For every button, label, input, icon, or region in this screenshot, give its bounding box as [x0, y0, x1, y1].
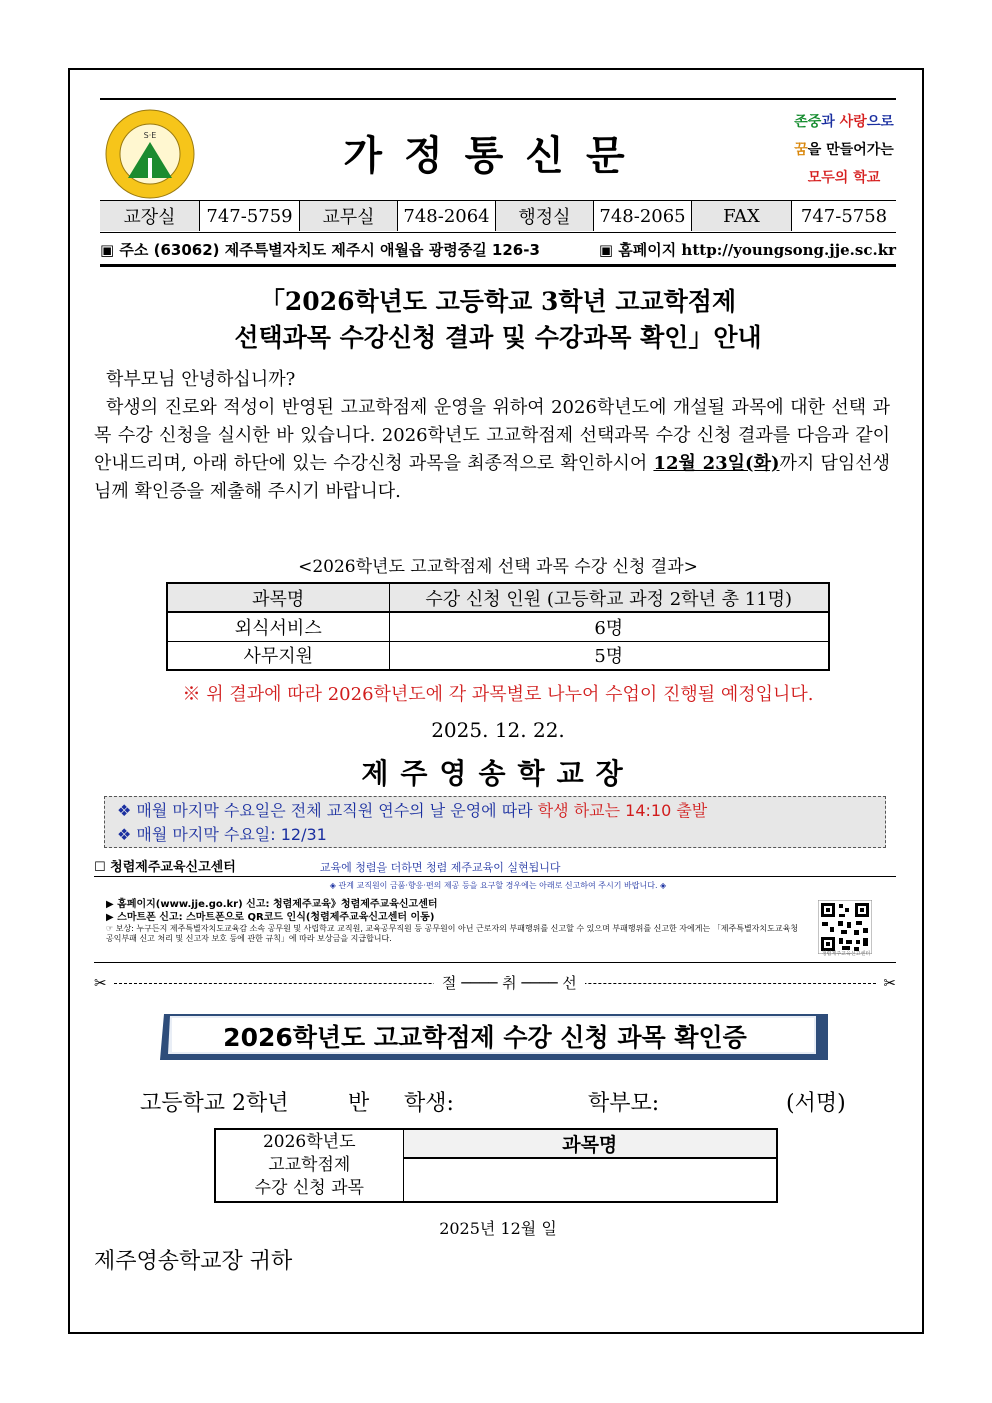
class-label: 고등학교 2학년	[140, 1091, 289, 1116]
report-homepage-line[interactable]: ▶ 홈페이지(www.jje.go.kr) 신고: 청렴제주교육》청렴제주교육신고센터	[106, 899, 438, 910]
school-motto	[792, 108, 896, 198]
report-reward-line: ☞ 보상: 누구든지 제주특별자치도교육감 소속 공무원 및 사립학교 교직원, 교육공무직원 등 공무원이 아닌 근로자의 부패행위를 신고할 수 있으며 부패행위를 신고한 자에게는 「제주특별자치도교육청 공익부패 신고 처리 및 신고자 보호 등에 관한 규칙」에 따라 보상금을 지급합니다.	[106, 924, 799, 943]
table-row	[167, 641, 829, 670]
signature-field[interactable]: (서명)	[786, 1091, 846, 1116]
contact-bar	[100, 201, 896, 231]
address-rule	[100, 264, 896, 267]
column-header-count: 수강 신청 인원 (고등학교 과정 2학년 총 11명)	[389, 583, 829, 612]
contact-phone: 748-2064	[398, 201, 496, 231]
motto-line-3: 모두의 학교	[807, 170, 881, 186]
notice-paragraph	[94, 394, 890, 506]
integrity-slogan: 교육에 청렴을 더하면 청렴 제주교육이 실현됩니다	[319, 861, 561, 874]
row-label-line: 고교학점제	[268, 1155, 351, 1175]
table-row	[215, 1129, 777, 1158]
contact-label: 교장실	[100, 201, 200, 231]
count-cell: 6명	[389, 612, 829, 641]
subject-entry-field[interactable]	[403, 1158, 777, 1202]
scissors-icon: ✂	[883, 974, 896, 992]
row-label-line: 수강 신청 과목	[254, 1178, 364, 1198]
qr-code-icon[interactable]	[818, 900, 872, 954]
table-row	[167, 612, 829, 641]
info-line-1-text: ❖ 매월 마지막 수요일은 전체 교직원 연수의 날 운영에 따라	[117, 801, 538, 820]
issue-date: 2025. 12. 22.	[431, 718, 565, 742]
qr-caption: 청렴제주교육신고센터	[821, 951, 871, 957]
address-bar	[100, 236, 896, 262]
recipient: 제주영송학교장 귀하	[94, 1249, 293, 1274]
motto-line-2: 꿈을 만들어가는	[794, 142, 894, 158]
notice-title-line-2: 선택과목 수강신청 결과 및 수강과목 확인」안내	[234, 323, 762, 352]
result-table-caption: <2026학년도 고교학점제 선택 과목 수강 신청 결과>	[298, 557, 698, 577]
contact-label: FAX	[692, 201, 792, 231]
report-center-header	[94, 856, 894, 876]
ban-label: 반	[348, 1091, 370, 1116]
principal-name: 제주영송학교장	[361, 757, 635, 790]
contact-rule	[100, 232, 896, 233]
dismissal-time: 학생 하교는 14:10 출발	[537, 801, 708, 820]
signature-line	[140, 1082, 860, 1118]
info-line-2: ❖ 매월 마지막 수요일: 12/31	[117, 825, 327, 844]
deadline-date: 12월 23일(화)	[653, 453, 780, 474]
column-header-subject: 과목명	[403, 1129, 777, 1158]
notice-body	[94, 366, 890, 506]
cut-label: 절 ──── 취 ──── 선	[434, 972, 585, 993]
column-header-subject: 과목명	[167, 583, 389, 612]
notice-title-line-1: 「2026학년도 고등학교 3학년 고교학점제	[259, 287, 737, 316]
contact-label: 행정실	[496, 201, 594, 231]
report-center-name: ☐ 청렴제주교육신고센터	[94, 860, 236, 875]
scissors-icon: ✂	[94, 974, 107, 992]
greeting: 학부모님 안녕하십니까?	[106, 369, 296, 390]
svg-text:S·E: S·E	[143, 131, 157, 140]
contact-phone: 747-5759	[200, 201, 300, 231]
report-smartphone-line: ▶ 스마트폰 신고: 스마트폰으로 QR코드 인식(청렴제주교육신고센터 이동)	[106, 912, 435, 923]
row-label-cell	[215, 1129, 403, 1202]
cut-line	[94, 972, 896, 996]
result-note: ※ 위 결과에 따라 2026학년도에 각 과목별로 나누어 수업이 진행될 예정입니다.	[182, 684, 814, 705]
report-rule	[94, 876, 896, 877]
table-header-row	[167, 583, 829, 612]
submit-date: 2025년 12월 일	[439, 1219, 557, 1238]
page-title: 가정통신문	[343, 131, 647, 179]
body-text-before: 학생의 진로와 적성이 반영된 고교학점제 운영을 위하여 2026학년도에 개설될 과목에 대한 선택 과목 수강 신청을 실시한 바 있습니다. 2026학년도 고교학점제 선택과목 수강 신청 결과를 다음과 같이 안내드리며, 아래 하단에 있는 수강신청 과목을 최종적으로 확인하시어	[94, 397, 890, 474]
result-table	[166, 582, 830, 671]
row-label-line: 2026학년도	[262, 1132, 356, 1152]
header-top-rule	[100, 98, 896, 100]
contact-fax: 747-5758	[800, 205, 888, 227]
body-text-after: 까지 담임선생님께 확인증을 제출해 주시기 바랍니다.	[94, 453, 890, 502]
info-line-1	[117, 799, 873, 823]
school-address: ▣ 주소 (63062) 제주특별자치도 제주시 애월읍 광령중길 126-3	[100, 240, 540, 259]
count-cell: 5명	[389, 641, 829, 670]
contact-phone: 748-2065	[594, 201, 692, 231]
section-rule	[94, 962, 896, 963]
subject-cell: 사무지원	[167, 641, 389, 670]
report-subtitle: ◈ 관계 교직원이 금품·향응·편의 제공 등을 요구할 경우에는 아래로 신고하여 주시기 바랍니다. ◈	[329, 881, 667, 890]
report-instructions	[106, 898, 806, 944]
form-title: 2026학년도 고교학점제 수강 신청 과목 확인증	[223, 1023, 747, 1052]
confirmation-table	[214, 1128, 778, 1203]
motto-line-1: 존중과 사랑으로	[794, 114, 894, 130]
contact-label: 교무실	[300, 201, 398, 231]
homepage-link[interactable]: ▣ 홈페이지 http://youngsong.jje.sc.kr	[598, 240, 896, 259]
school-logo	[104, 108, 196, 200]
parent-name-field[interactable]: 학부모:	[588, 1091, 660, 1116]
student-name-field[interactable]: 학생:	[404, 1091, 454, 1116]
schedule-info-box	[104, 796, 886, 848]
subject-cell: 외식서비스	[167, 612, 389, 641]
